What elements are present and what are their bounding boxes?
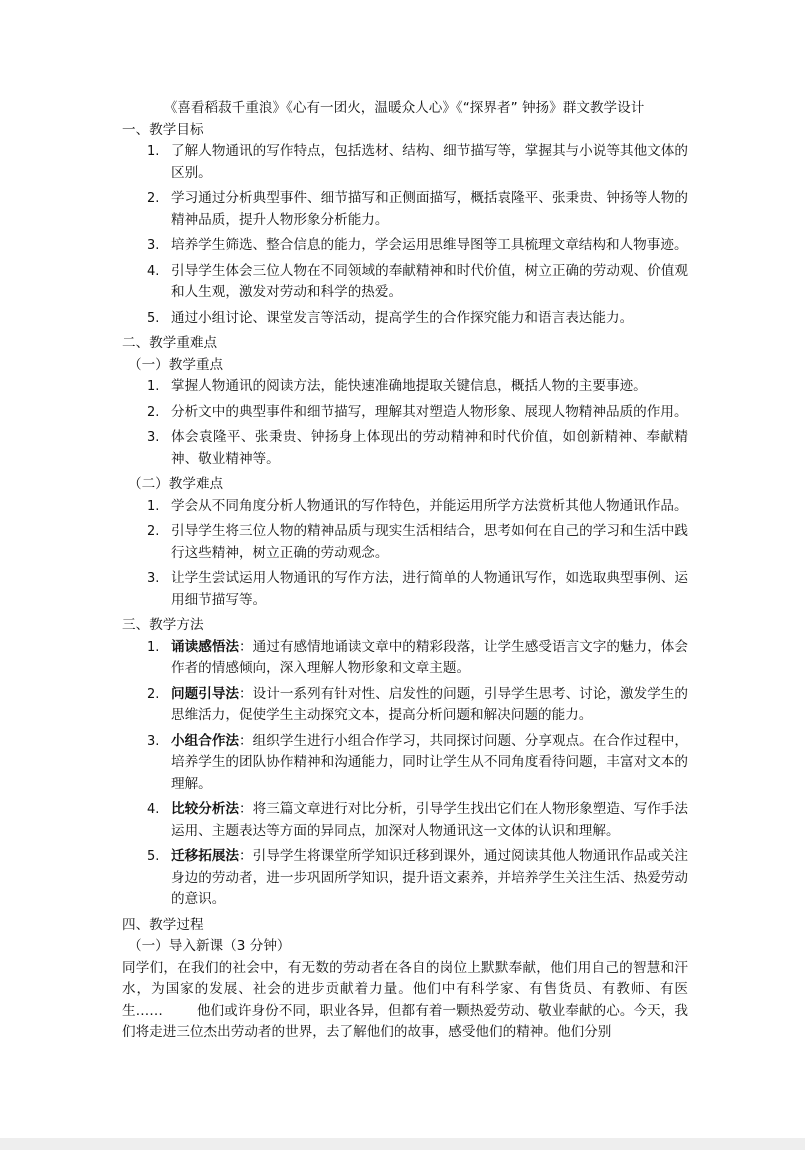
list-item-text: ：通过有感情地诵读文章中的精彩段落，让学生感受语言文字的魅力，体会作者的情感倾向，深入理解人物形象和文章主题。 — [171, 638, 689, 676]
list-item-text: ：设计一系列有针对性、启发性的问题，引导学生思考、讨论，激发学生的思维活力，促使学生主动探究文本，提高分析问题和解决问题的能力。 — [171, 685, 689, 723]
list-item — [122, 799, 688, 842]
method-label: 小组合作法 — [171, 732, 240, 749]
list-item-text: 掌握人物通讯的阅读方法，能快速准确地提取关键信息，概括人物的主要事迹。 — [171, 378, 647, 394]
list-item-text: 学会从不同角度分析人物通讯的写作特色，并能运用所学方法赏析其他人物通讯作品。 — [171, 497, 688, 514]
list-item — [122, 427, 688, 470]
subsection-heading-difficulties: （二）教学难点 — [128, 476, 224, 492]
section-heading-objectives: 一、教学目标 — [122, 121, 204, 138]
list-item-text: 了解人物通讯的写作特点，包括选材、结构、细节描写等，掌握其与小说等其他文体的区别。 — [171, 143, 688, 181]
subsection-heading-key: （一）教学重点 — [128, 356, 224, 373]
list-number: 4. — [147, 263, 160, 279]
list-item — [122, 308, 688, 330]
list-number: 1. — [147, 639, 160, 655]
method-label: 比较分析法 — [171, 801, 240, 817]
list-number: 5. — [147, 849, 160, 864]
list-item — [122, 496, 688, 518]
list-number: 1. — [147, 379, 160, 394]
list-item-text: ：将三篇文章进行对比分析，引导学生找出它们在人物形象塑造、写作手法运用、主题表达等方面的异同点，加深对人物通讯这一文体的认识和理解。 — [171, 801, 689, 839]
list-item — [122, 188, 688, 231]
list-number: 3. — [147, 733, 160, 749]
section-heading-key-points: 二、教学重难点 — [122, 335, 218, 351]
list-number: 3. — [147, 430, 160, 445]
list-number: 1. — [147, 498, 160, 514]
list-item — [122, 376, 688, 398]
list-item — [122, 235, 688, 257]
method-label: 迁移拓展法 — [171, 848, 240, 864]
list-number: 2. — [147, 686, 160, 702]
list-number: 1. — [147, 144, 160, 159]
list-item-text: 学习通过分析典型事件、细节描写和正侧面描写，概括袁隆平、张秉贵、钟扬等人物的精神品质，提升人物形象分析能力。 — [171, 190, 688, 228]
list-item — [122, 402, 688, 424]
list-item — [122, 261, 688, 304]
intro-paragraph — [122, 958, 688, 1044]
list-number: 2. — [147, 404, 160, 420]
list-item — [122, 521, 688, 564]
list-item — [122, 731, 688, 796]
list-number: 2. — [147, 524, 160, 539]
list-item-text: 引导学生将三位人物的精神品质与现实生活相结合，思考如何在自己的学习和生活中践行这些精神，树立正确的劳动观念。 — [171, 523, 688, 561]
list-number: 3. — [147, 571, 160, 586]
list-item-text: ：引导学生将课堂所学知识迁移到课外，通过阅读其他人物通讯作品或关注身边的劳动者，进一步巩固所学知识，提升语文素养，并培养学生关注生活、热爱劳动的意识。 — [171, 848, 689, 907]
list-item — [122, 141, 688, 184]
list-item-text: 分析文中的典型事件和细节描写，理解其对塑造人物形象、展现人物精神品质的作用。 — [171, 403, 688, 420]
key-points-list — [122, 376, 688, 470]
list-item — [122, 846, 688, 911]
list-item-text: 培养学生筛选、整合信息的能力，学会运用思维导图等工具梳理文章结构和人物事迹。 — [171, 237, 688, 253]
list-item-text: 引导学生体会三位人物在不同领域的奉献精神和时代价值，树立正确的劳动观、价值观和人生观，激发对劳动和科学的热爱。 — [171, 262, 688, 300]
list-number: 5. — [147, 310, 160, 326]
list-item — [122, 568, 688, 611]
list-item — [122, 637, 688, 680]
method-label: 问题引导法 — [171, 685, 240, 702]
difficulties-list — [122, 496, 688, 612]
subsection-heading-intro: （一）导入新课（3 分钟） — [128, 938, 291, 954]
list-number: 4. — [147, 802, 160, 817]
intro-paragraph-part1: 同学们，在我们的社会中，有无数的劳动者在各自的岗位上默默奉献，他们用自己的智慧和汗水，为国家的发展、社会的进步贡献着力量。他们中有科学家、有售货员、有教师、有医生…… — [122, 959, 688, 1019]
document-title: 《喜看稻菽千重浪》《心有一团火，温暖众人心》《“探界者” 钟扬》群文教学设计 — [163, 100, 645, 116]
methods-list — [122, 637, 688, 911]
list-item-text: 体会袁隆平、张秉贵、钟扬身上体现出的劳动精神和时代价值，如创新精神、奉献精神、敬业精神等。 — [171, 429, 688, 467]
list-item-text: ：组织学生进行小组合作学习，共同探讨问题、分享观点。在合作过程中，培养学生的团队协作精神和沟通能力，同时让学生从不同角度看待问题，丰富对文本的理解。 — [171, 732, 689, 792]
list-item-text: 让学生尝试运用人物通讯的写作方法，进行简单的人物通讯写作，如选取典型事例、运用细节描写等。 — [171, 570, 688, 608]
list-item — [122, 684, 688, 727]
list-number: 3. — [147, 238, 160, 253]
method-label: 诵读感悟法 — [171, 638, 240, 655]
list-item-text: 通过小组讨论、课堂发言等活动，提高学生的合作探究能力和语言表达能力。 — [171, 309, 634, 326]
document-content — [122, 98, 688, 1044]
list-number: 2. — [147, 191, 160, 206]
section-heading-process: 四、教学过程 — [122, 916, 204, 933]
section-heading-methods: 三、教学方法 — [122, 617, 204, 633]
objectives-list — [122, 141, 688, 329]
intro-paragraph-part2: 他们或许身份不同，职业各异，但都有着一颗热爱劳动、敬业奉献的心。今天，我们将走进三位杰出劳动者的世界，去了解他们的故事，感受他们的精神。他们分别 — [122, 1002, 689, 1040]
